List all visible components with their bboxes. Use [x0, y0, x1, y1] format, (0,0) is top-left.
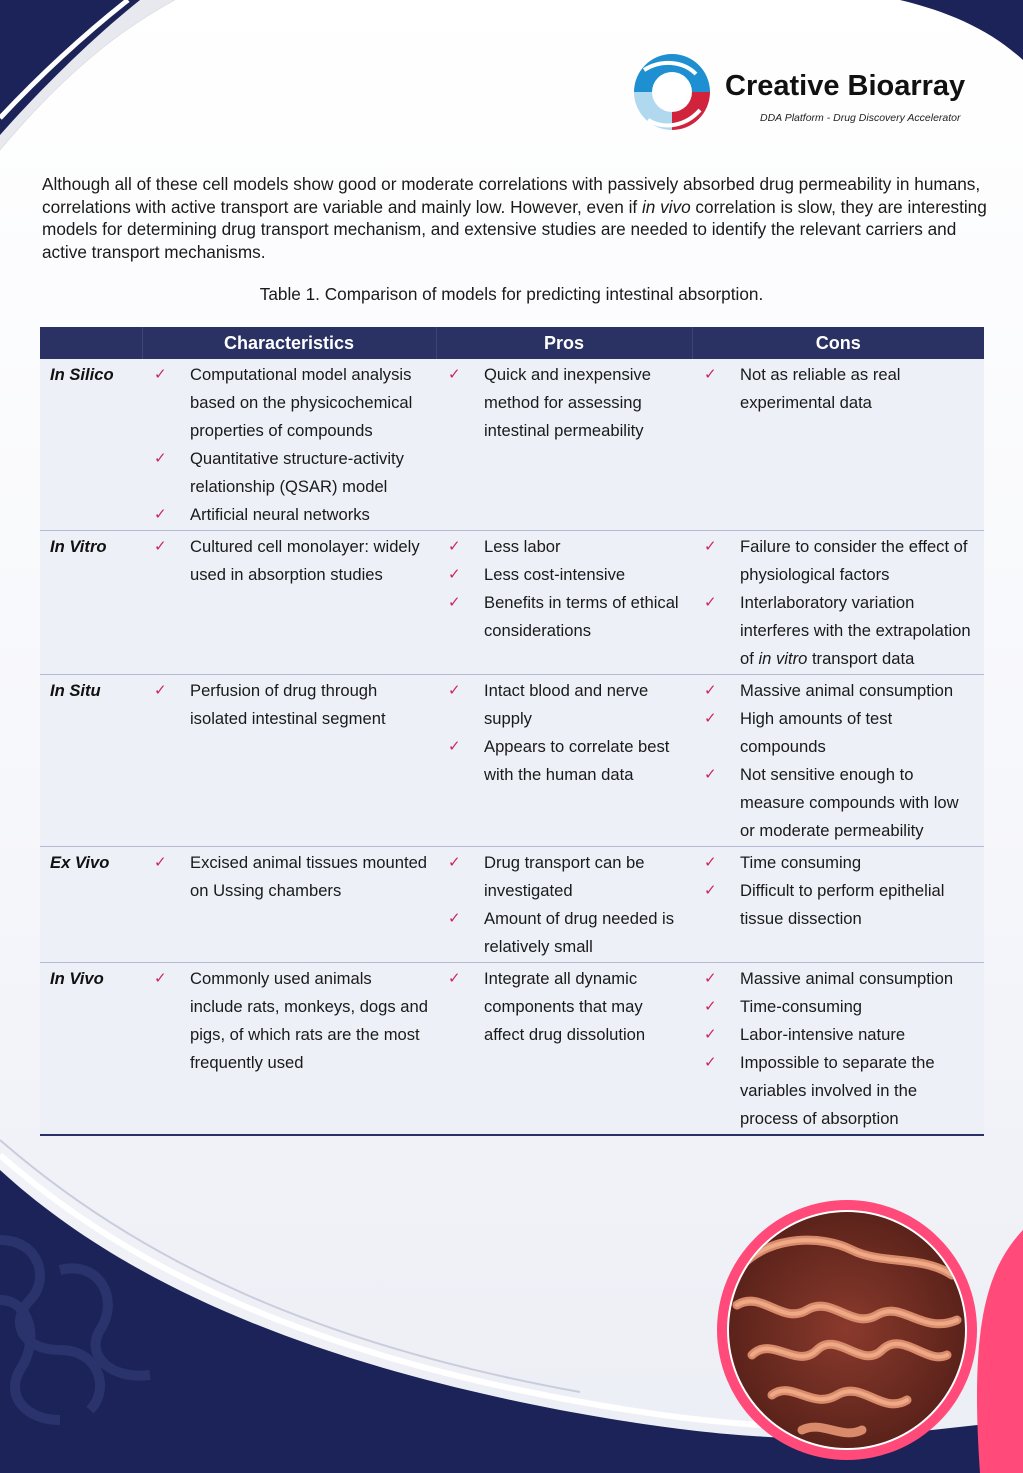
check-icon: ✓	[448, 738, 461, 755]
header-cons: Cons	[692, 327, 984, 359]
intro-emphasis: in vivo	[641, 196, 691, 217]
list-item-text: Computational model analysis based on the physicochemical properties of compounds	[190, 365, 413, 440]
list-item	[142, 361, 436, 445]
list-item-text: Perfusion of drug through isolated intestinal segment	[190, 681, 386, 728]
cons-cell	[692, 359, 984, 531]
list-item	[692, 705, 984, 761]
list-item	[692, 761, 984, 845]
table-caption: Table 1. Comparison of models for predicting intestinal absorption.	[259, 284, 764, 304]
table-row	[40, 847, 984, 963]
list-item	[692, 965, 984, 993]
intestine-illustration	[712, 1195, 982, 1465]
list-item-text: Massive animal consumption	[740, 681, 954, 700]
check-icon: ✓	[704, 1054, 717, 1071]
list-item	[436, 965, 692, 1049]
pros-cell	[436, 359, 692, 531]
check-icon: ✓	[154, 682, 167, 699]
check-icon: ✓	[704, 682, 717, 699]
characteristics-list	[142, 965, 436, 1077]
comparison-table	[40, 327, 984, 1136]
check-icon: ✓	[704, 1026, 717, 1043]
list-item-text: Intact blood and nerve supply	[484, 681, 649, 728]
list-item	[142, 445, 436, 501]
list-item-text: Artificial neural networks	[190, 505, 370, 524]
model-name: In Vitro	[40, 531, 142, 675]
header-model	[40, 327, 142, 359]
pros-list	[436, 533, 692, 645]
list-item	[692, 849, 984, 877]
check-icon: ✓	[704, 766, 717, 783]
table-header-row	[40, 327, 984, 359]
list-item-text: Not sensitive enough to measure compounds with low or moderate permeability	[740, 765, 959, 840]
list-item-text: Quick and inexpensive method for assessing intestinal permeability	[484, 365, 651, 440]
list-item-text: Benefits in terms of ethical considerations	[484, 593, 679, 640]
characteristics-cell	[142, 359, 436, 531]
cons-cell	[692, 675, 984, 847]
list-item	[692, 361, 984, 417]
characteristics-list	[142, 849, 436, 905]
list-item-text: Time-consuming	[740, 997, 863, 1016]
check-icon: ✓	[448, 970, 461, 987]
list-item-text: Appears to correlate best with the human data	[484, 737, 670, 784]
list-item	[142, 533, 436, 589]
list-item-text: Labor-intensive nature	[740, 1025, 906, 1044]
characteristics-cell	[142, 531, 436, 675]
cons-cell	[692, 531, 984, 675]
list-item	[436, 733, 692, 789]
list-item	[692, 993, 984, 1021]
list-item-text: Difficult to perform epithelial tissue dissection	[740, 881, 945, 928]
check-icon: ✓	[704, 366, 717, 383]
characteristics-list	[142, 677, 436, 733]
cons-list	[692, 965, 984, 1133]
pros-cell	[436, 847, 692, 963]
logo-mark-icon	[630, 50, 714, 134]
characteristics-list	[142, 533, 436, 589]
pros-list	[436, 965, 692, 1049]
list-item-text: Impossible to separate the variables involved in the process of absorption	[740, 1053, 935, 1128]
list-item	[692, 589, 984, 673]
characteristics-cell	[142, 675, 436, 847]
list-item	[692, 1021, 984, 1049]
check-icon: ✓	[448, 366, 461, 383]
check-icon: ✓	[448, 538, 461, 555]
table-row	[40, 359, 984, 531]
pros-cell	[436, 531, 692, 675]
list-item	[692, 877, 984, 933]
intestine-image	[712, 1195, 982, 1465]
list-item-text: Integrate all dynamic components that may affect drug dissolution	[484, 969, 646, 1044]
cons-cell	[692, 963, 984, 1136]
cons-list	[692, 361, 984, 417]
cons-list	[692, 849, 984, 933]
model-name: In Vivo	[40, 963, 142, 1136]
list-item-text: Less cost-intensive	[484, 565, 626, 584]
check-icon: ✓	[704, 882, 717, 899]
list-item-text: Amount of drug needed is relatively small	[484, 909, 675, 956]
table-row	[40, 675, 984, 847]
list-item-text: Cultured cell monolayer: widely used in absorption studies	[190, 537, 420, 584]
list-item-text: High amounts of test compounds	[740, 709, 893, 756]
pros-list	[436, 677, 692, 789]
check-icon: ✓	[704, 854, 717, 871]
list-item-text: Failure to consider the effect of physiological factors	[740, 537, 968, 584]
list-item	[436, 849, 692, 905]
check-icon: ✓	[448, 910, 461, 927]
characteristics-list	[142, 361, 436, 529]
check-icon: ✓	[704, 594, 717, 611]
model-name: In Silico	[40, 359, 142, 531]
check-icon: ✓	[448, 566, 461, 583]
characteristics-cell	[142, 847, 436, 963]
table-body	[40, 359, 984, 1135]
brand-tagline: DDA Platform - Drug Discovery Accelerator	[760, 112, 961, 124]
list-item-text: Massive animal consumption	[740, 969, 954, 988]
check-icon: ✓	[704, 710, 717, 727]
header-characteristics: Characteristics	[142, 327, 436, 359]
check-icon: ✓	[154, 538, 167, 555]
intro-text-2: correlation is slow, they are interesting models for determining drug transport mechanism, and extensive studies are needed to identify the relevant carriers and active transport mechanisms.	[42, 196, 987, 262]
characteristics-cell	[142, 963, 436, 1136]
list-item	[142, 849, 436, 905]
list-item-text: Drug transport can be investigated	[484, 853, 645, 900]
check-icon: ✓	[154, 506, 167, 523]
brand-logo	[630, 50, 990, 140]
list-item-text: Quantitative structure-activity relationship (QSAR) model	[190, 449, 404, 496]
pros-list	[436, 361, 692, 445]
pros-cell	[436, 963, 692, 1136]
list-item	[436, 589, 692, 645]
list-item	[692, 1049, 984, 1133]
check-icon: ✓	[154, 450, 167, 467]
table-row	[40, 531, 984, 675]
check-icon: ✓	[448, 594, 461, 611]
cons-list	[692, 677, 984, 845]
list-item	[436, 905, 692, 961]
list-item-text: Commonly used animals include rats, monkeys, dogs and pigs, of which rats are the most frequently used	[190, 969, 428, 1072]
list-item	[692, 533, 984, 589]
model-name: In Situ	[40, 675, 142, 847]
check-icon: ✓	[154, 854, 167, 871]
check-icon: ✓	[448, 682, 461, 699]
list-item	[692, 677, 984, 705]
list-item-text: Excised animal tissues mounted on Ussing chambers	[190, 853, 428, 900]
list-item	[436, 561, 692, 589]
list-item	[436, 361, 692, 445]
check-icon: ✓	[704, 970, 717, 987]
check-icon: ✓	[448, 854, 461, 871]
intro-text-1: Although all of these cell models show good or moderate correlations with passively absorbed drug permeability in humans, correlations with active transport are variable and mainly low. However, even if	[42, 174, 981, 217]
list-item	[436, 533, 692, 561]
list-item	[142, 965, 436, 1077]
pros-cell	[436, 675, 692, 847]
pros-list	[436, 849, 692, 961]
cons-list	[692, 533, 984, 673]
table-row	[40, 963, 984, 1136]
check-icon: ✓	[704, 998, 717, 1015]
check-icon: ✓	[704, 538, 717, 555]
check-icon: ✓	[154, 366, 167, 383]
check-icon: ✓	[154, 970, 167, 987]
list-item	[142, 501, 436, 529]
header-pros: Pros	[436, 327, 692, 359]
list-item	[142, 677, 436, 733]
model-name: Ex Vivo	[40, 847, 142, 963]
cons-cell	[692, 847, 984, 963]
list-item-text: Not as reliable as real experimental data	[740, 365, 901, 412]
brand-name: Creative Bioarray	[725, 70, 966, 102]
list-item-text: Time consuming	[740, 853, 862, 872]
list-item	[436, 677, 692, 733]
intro-paragraph	[42, 173, 987, 263]
list-item-text: Interlaboratory variation interferes with the extrapolation of in vitro transport data	[740, 593, 971, 668]
list-item-text: Less labor	[484, 537, 561, 556]
